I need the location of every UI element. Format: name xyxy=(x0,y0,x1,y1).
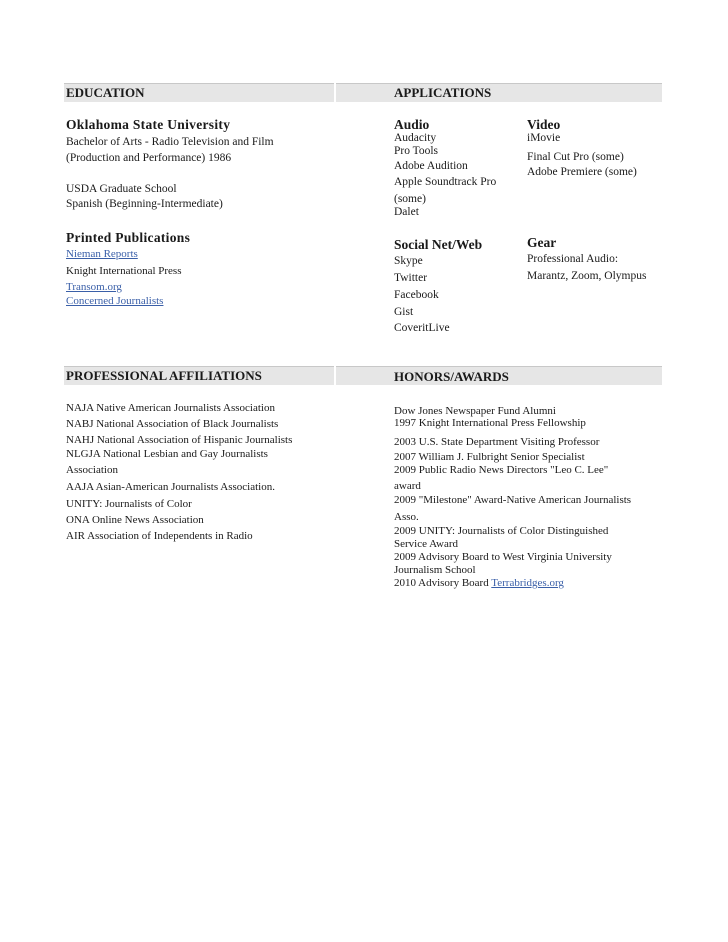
honor-item: 2007 William J. Fulbright Senior Specialist xyxy=(394,451,585,463)
honor-item: Journalism School xyxy=(394,564,476,576)
honors-heading: HONORS/AWARDS xyxy=(394,369,509,384)
publication-link-concerned[interactable]: Concerned Journalists xyxy=(66,295,164,307)
honor-item-last xyxy=(394,577,564,589)
gear-item: Marantz, Zoom, Olympus xyxy=(527,270,647,282)
social-item: Gist xyxy=(394,306,414,318)
publication-knight: Knight International Press xyxy=(66,265,182,277)
affiliation-item: ONA Online News Association xyxy=(66,514,204,526)
applications-bar xyxy=(336,83,662,102)
video-heading: Video xyxy=(527,117,561,132)
social-item: Skype xyxy=(394,255,423,267)
video-item: iMovie xyxy=(527,132,561,144)
affiliation-item: NAHJ National Association of Hispanic Journalists xyxy=(66,434,293,446)
publication-link-nieman[interactable]: Nieman Reports xyxy=(66,248,138,260)
degree-line-2: (Production and Performance) 1986 xyxy=(66,152,232,164)
honor-item: 2003 U.S. State Department Visiting Professor xyxy=(394,436,600,448)
honor-item: 2009 "Milestone" Award-Native American Journalists xyxy=(394,494,632,506)
audio-heading: Audio xyxy=(394,117,430,132)
affiliation-item: AAJA Asian-American Journalists Association. xyxy=(66,481,275,493)
honor-item: Asso. xyxy=(394,511,419,523)
social-item: Twitter xyxy=(394,272,428,284)
affiliation-item: NLGJA National Lesbian and Gay Journalists xyxy=(66,448,268,460)
affiliation-item: NAJA Native American Journalists Association xyxy=(66,402,275,414)
affiliation-item: UNITY: Journalists of Color xyxy=(66,498,192,510)
affiliations-heading: PROFESSIONAL AFFILIATIONS xyxy=(66,368,262,383)
video-item: Final Cut Pro (some) xyxy=(527,151,624,163)
video-item: Adobe Premiere (some) xyxy=(527,166,637,178)
education-heading: EDUCATION xyxy=(66,85,145,100)
social-heading: Social Net/Web xyxy=(394,237,483,252)
school-2: USDA Graduate School xyxy=(66,183,177,195)
applications-heading: APPLICATIONS xyxy=(394,85,492,100)
honor-item: award xyxy=(394,480,421,492)
audio-item: Audacity xyxy=(394,132,437,144)
audio-item: (some) xyxy=(394,193,426,205)
audio-item: Apple Soundtrack Pro xyxy=(394,176,497,188)
honor-item: 2009 Advisory Board to West Virginia University xyxy=(394,551,612,563)
degree-line-1: Bachelor of Arts - Radio Television and Film xyxy=(66,136,274,148)
audio-item: Dalet xyxy=(394,206,419,218)
publications-heading: Printed Publications xyxy=(66,230,191,245)
audio-item: Adobe Audition xyxy=(394,160,468,172)
honor-item: 2009 UNITY: Journalists of Color Distinguished xyxy=(394,525,609,537)
honor-item: Dow Jones Newspaper Fund Alumni xyxy=(394,405,556,417)
audio-item: Pro Tools xyxy=(394,145,439,157)
affiliation-item: AIR Association of Independents in Radio xyxy=(66,530,253,542)
school-2-detail: Spanish (Beginning-Intermediate) xyxy=(66,198,223,210)
affiliation-item: Association xyxy=(66,464,118,476)
honor-item: 2009 Public Radio News Directors "Leo C. Lee" xyxy=(394,464,609,476)
honor-item: 1997 Knight International Press Fellowship xyxy=(394,417,586,429)
terrabridges-link[interactable]: Terrabridges.org xyxy=(491,577,564,589)
honor-item: Service Award xyxy=(394,538,459,550)
publication-link-transom[interactable]: Transom.org xyxy=(66,281,122,293)
gear-item: Professional Audio: xyxy=(527,253,619,265)
social-item: Facebook xyxy=(394,289,439,301)
affiliation-item: NABJ National Association of Black Journalists xyxy=(66,418,279,430)
social-item: CoveritLive xyxy=(394,322,450,334)
gear-heading: Gear xyxy=(527,235,557,250)
honor-last-prefix: 2010 Advisory Board xyxy=(394,577,492,589)
university-name: Oklahoma State University xyxy=(66,117,231,132)
